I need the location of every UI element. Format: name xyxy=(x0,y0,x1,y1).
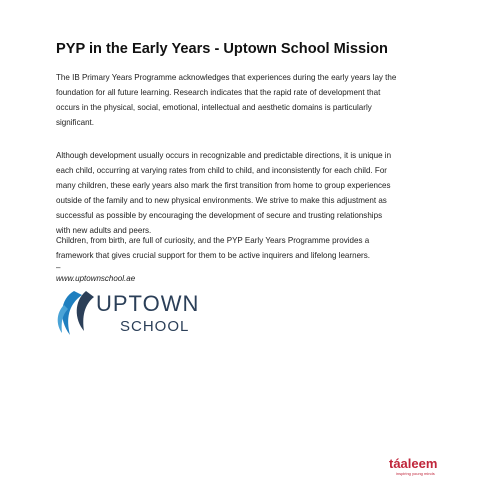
brand-name: táaleem xyxy=(389,456,438,471)
paragraph-curiosity xyxy=(56,233,446,263)
text-line: Although development usually occurs in recognizable and predictable directions, it is unique in xyxy=(56,151,392,160)
website-link[interactable]: www.uptownschool.ae xyxy=(56,274,136,283)
text-line: each child, occurring at varying rates from child to child, and inconsistently for each child. For xyxy=(56,166,387,176)
brand-tagline: inspiring young minds xyxy=(396,471,435,476)
text-line: many children, these early years also mark the first transition from home to group experiences xyxy=(56,181,391,191)
text-line: with new adults and peers. xyxy=(56,226,152,236)
page-title: PYP in the Early Years - Uptown School Mission xyxy=(56,41,388,57)
text-line: occurs in the physical, social, emotional, intellectual and aesthetic domains is particularly xyxy=(56,103,372,113)
uptown-school-logo xyxy=(52,285,212,341)
paragraph-development xyxy=(56,148,446,239)
text-line: foundation for all future learning. Research indicates that the rapid rate of development that xyxy=(56,88,381,98)
logo-line2: SCHOOL xyxy=(120,318,190,335)
text-line: framework that gives crucial support for them to be active inquirers and lifelong learners. xyxy=(56,251,370,261)
logo-line1: UPTOWN xyxy=(96,291,200,316)
text-line: outside of the family and to new physical environments. We strive to make this adjustment as xyxy=(56,196,387,206)
paragraph-intro xyxy=(56,70,446,130)
text-line: significant. xyxy=(56,118,95,128)
text-line: successful as possible by encouraging the development of secure and trusting relationships xyxy=(56,211,383,221)
separator-dash: – xyxy=(56,263,61,272)
taaleem-logo xyxy=(388,455,448,477)
text-line: The IB Primary Years Programme acknowledges that experiences during the early years lay the xyxy=(56,73,397,82)
text-line: Children, from birth, are full of curiosity, and the PYP Early Years Programme provides a xyxy=(56,236,370,245)
